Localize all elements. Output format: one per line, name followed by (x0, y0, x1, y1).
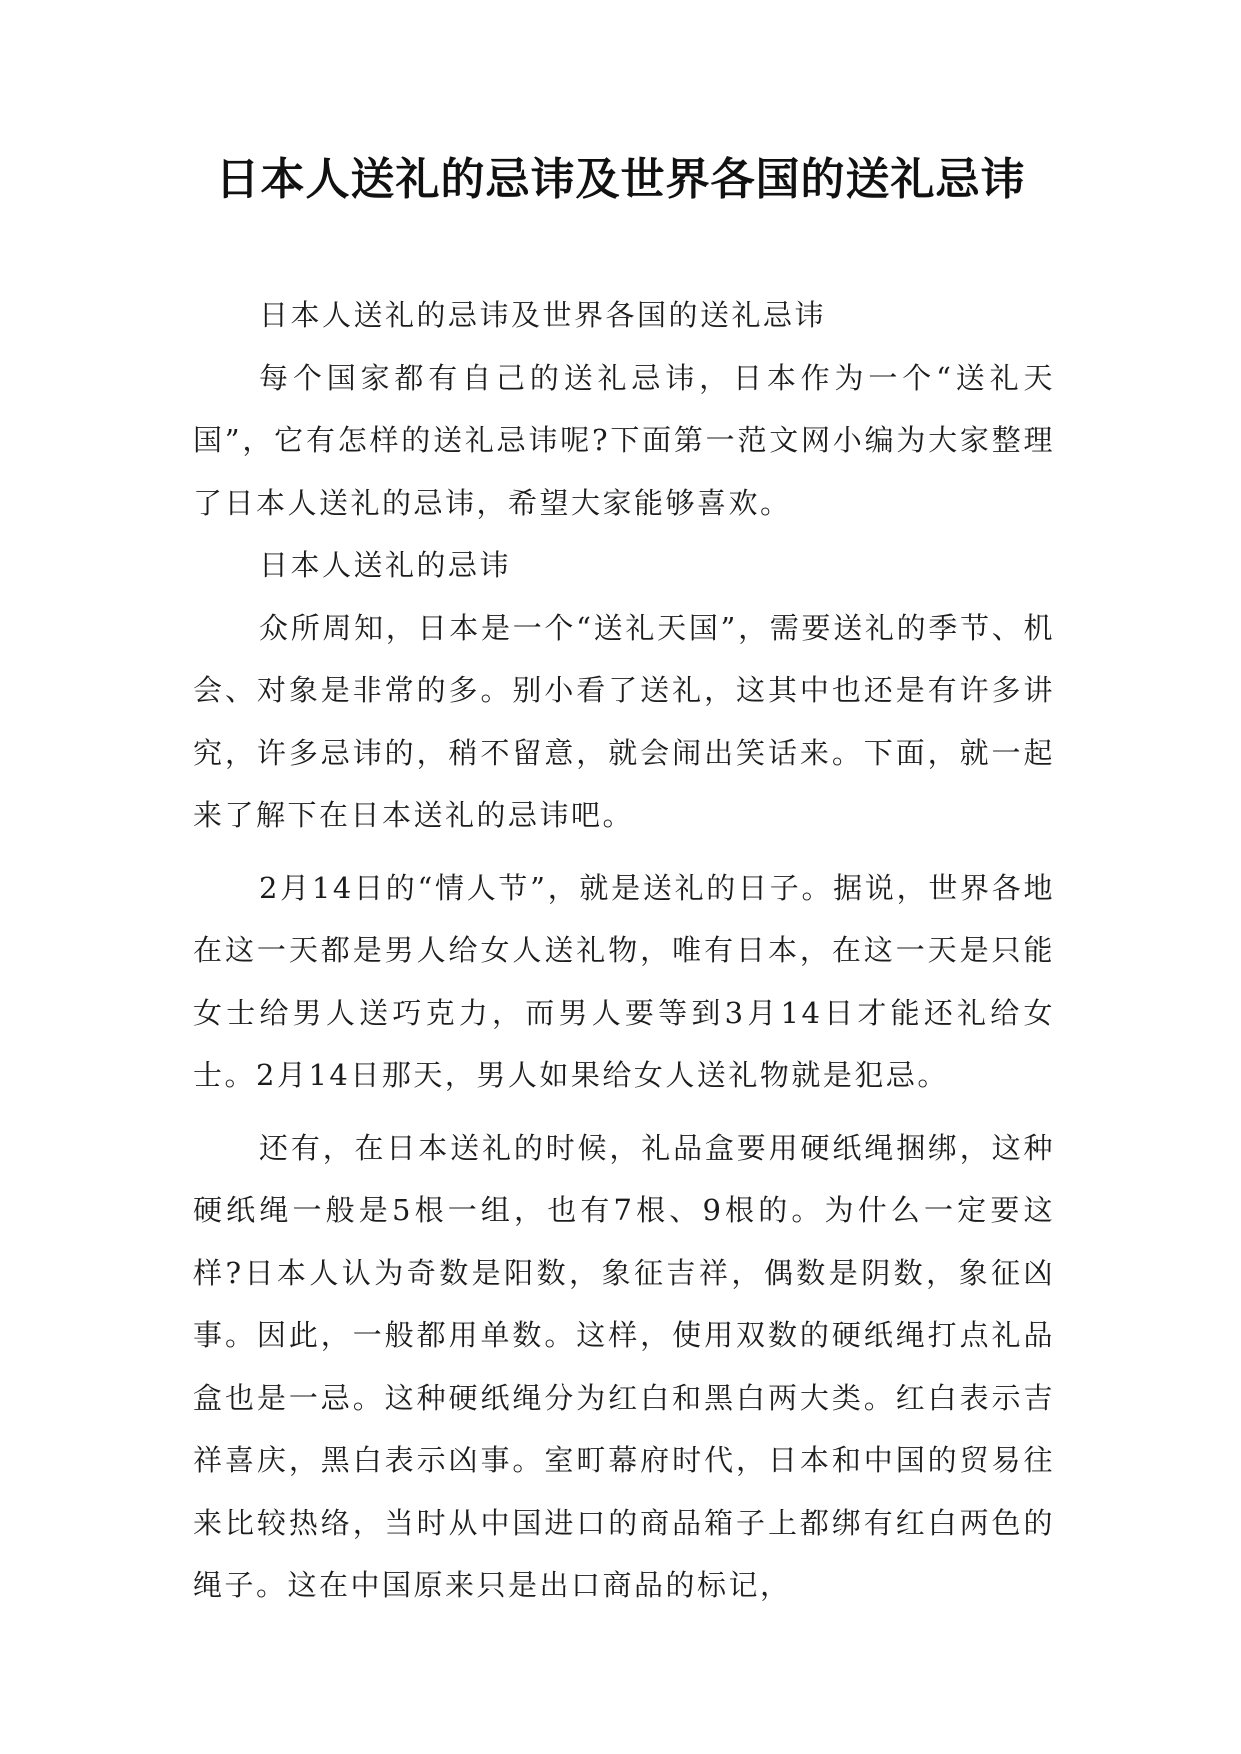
paragraph-intro: 每个国家都有自己的送礼忌讳，日本作为一个“送礼天国”，它有怎样的送礼忌讳呢?下面第一范文网小编为大家整理了日本人送礼的忌讳，希望大家能够喜欢。 (193, 360, 1055, 520)
document-body (193, 284, 1055, 1617)
paragraph-gift-heaven: 众所周知，日本是一个“送礼天国”，需要送礼的季节、机会、对象是非常的多。别小看了送礼，这其中也还是有许多讲究，许多忌讳的，稍不留意，就会闹出笑话来。下面，就一起来了解下在日本送礼的忌讳吧。 (193, 610, 1055, 832)
paragraph-valentines: 2月14日的“情人节”，就是送礼的日子。据说，世界各地在这一天都是男人给女人送礼物，唯有日本，在这一天是只能女士给男人送巧克力，而男人要等到3月14日才能还礼给女士。2月14日那天，男人如果给女人送礼物就是犯忌。 (193, 870, 1055, 1092)
paragraph-section-heading: 日本人送礼的忌讳 (259, 548, 512, 582)
paragraph-paper-string: 还有，在日本送礼的时候，礼品盒要用硬纸绳捆绑，这种硬纸绳一般是5根一组，也有7根、9根的。为什么一定要这样?日本人认为奇数是阳数，象征吉祥，偶数是阴数，象征凶事。因此，一般都用单数。这样，使用双数的硬纸绳打点礼品盒也是一忌。这种硬纸绳分为红白和黑白两大类。红白表示吉祥喜庆，黑白表示凶事。室町幕府时代，日本和中国的贸易往来比较热络，当时从中国进口的商品箱子上都绑有红白两色的绳子。这在中国原来只是出口商品的标记， (193, 1130, 1055, 1602)
paragraph-subtitle: 日本人送礼的忌讳及世界各国的送礼忌讳 (259, 298, 827, 332)
document-title: 日本人送礼的忌讳及世界各国的送礼忌讳 (215, 154, 1026, 205)
